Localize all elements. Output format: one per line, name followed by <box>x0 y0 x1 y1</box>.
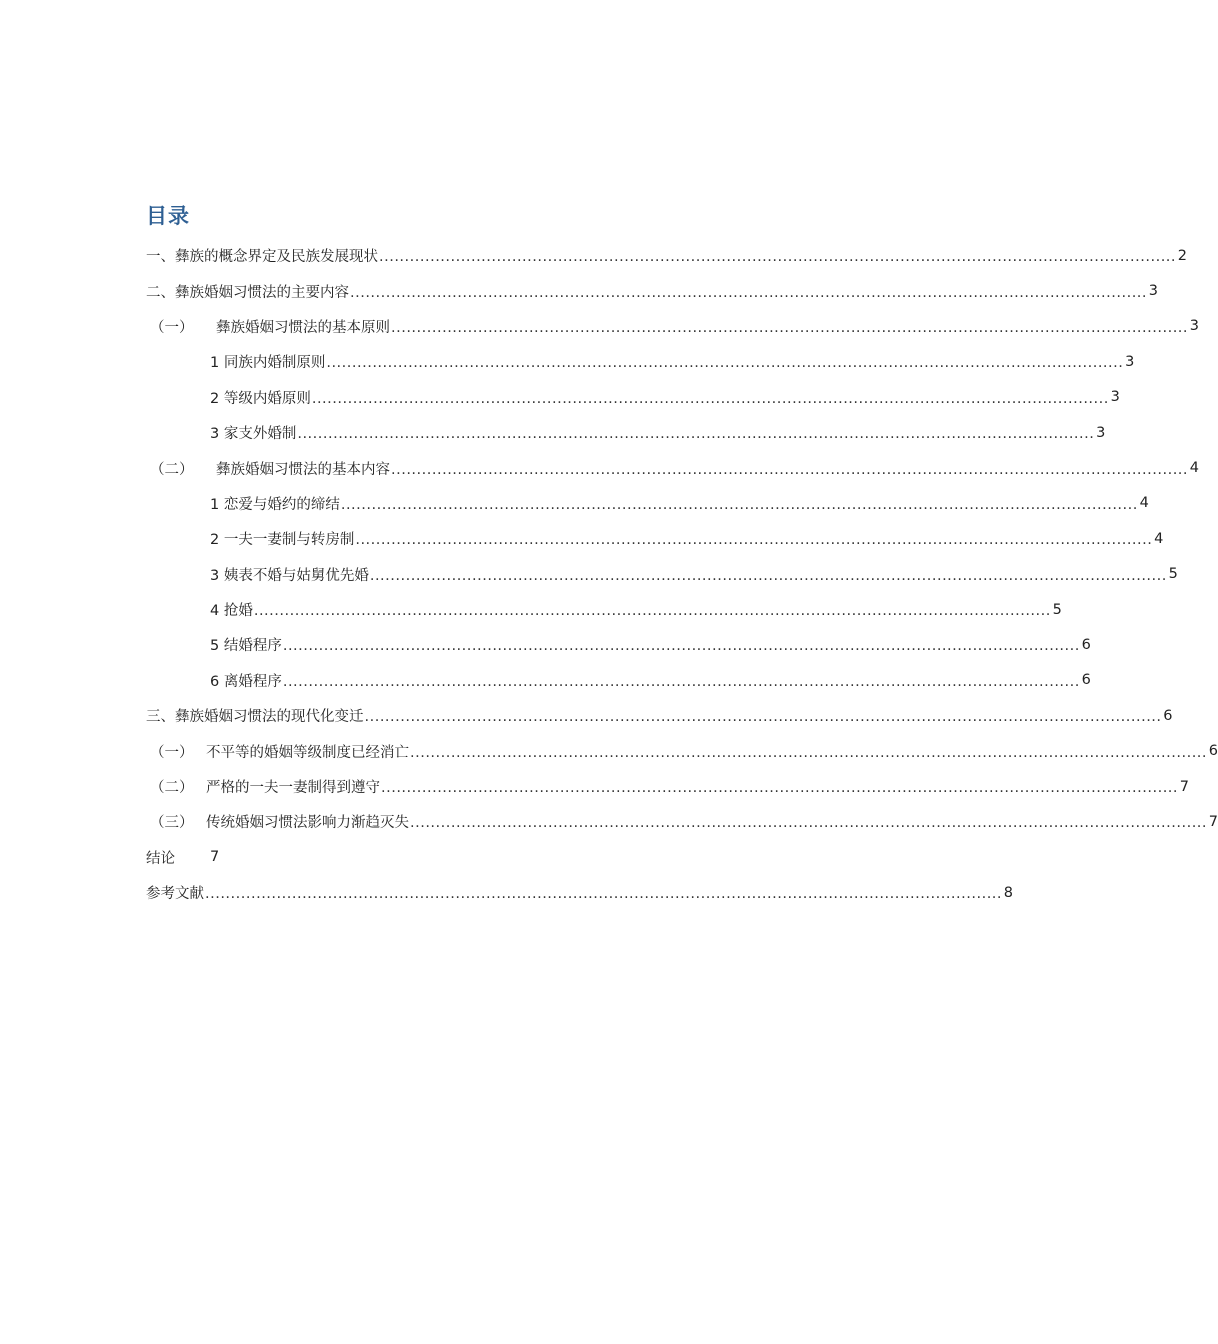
toc-entry-page: 7 <box>1179 778 1190 795</box>
toc-entry-page: 7 <box>1208 813 1218 830</box>
toc-entry-label: 严格的一夫一妻制得到遵守 <box>206 780 380 797</box>
toc-entry-label: 彝族婚姻习惯法的基本原则 <box>216 319 390 336</box>
toc-entry[interactable] <box>146 450 1200 485</box>
toc-entry-label: 3 家支外婚制 <box>210 426 297 443</box>
leader-dots: ............................................................................................................................................................ <box>391 319 1189 336</box>
toc-entry-page: 3 <box>1148 283 1159 300</box>
leader-dots: ............................................................................................................................................................ <box>410 815 1208 832</box>
toc-entry-page: 7 <box>210 849 220 866</box>
toc-entry-prefix: （一） <box>150 319 194 336</box>
leader-dots: ............................................................................................................................................................ <box>253 603 1051 620</box>
leader-dots: ............................................................................................................................................................ <box>311 390 1109 407</box>
toc-entry-label: 1 同族内婚制原则 <box>210 355 326 372</box>
toc-entry-page: 4 <box>1154 530 1164 547</box>
toc-entry-page: 3 <box>1189 318 1200 335</box>
leader-dots: ............................................................................................................................................................ <box>282 638 1080 655</box>
toc-entry-page: 8 <box>1003 884 1014 901</box>
toc-entry[interactable] <box>146 273 1159 308</box>
toc-entry[interactable] <box>146 309 1200 344</box>
toc-entry-prefix: （一） <box>150 744 194 761</box>
toc-entry-label: 6 离婚程序 <box>210 673 282 690</box>
leader-dots: ............................................................................................................................................................ <box>391 461 1189 478</box>
toc-entry[interactable] <box>146 486 1149 521</box>
toc-entry-prefix: （二） <box>150 780 194 797</box>
toc-entry-prefix: （三） <box>150 815 194 832</box>
toc-entry-label: 一、彝族的概念界定及民族发展现状 <box>146 249 378 266</box>
toc-entry-label: 结论 <box>146 850 175 867</box>
toc-entry[interactable] <box>146 380 1120 415</box>
leader-dots: ............................................................................................................................................................ <box>340 496 1138 513</box>
toc-entry-page: 3 <box>1125 353 1135 370</box>
toc-entry[interactable] <box>146 592 1062 627</box>
toc-entry-label: 5 结婚程序 <box>210 638 282 655</box>
toc-entry-page: 5 <box>1168 566 1178 583</box>
leader-dots: ............................................................................................................................................................ <box>282 673 1080 690</box>
leader-dots: ............................................................................................................................................................ <box>410 744 1208 761</box>
toc-entry-page: 6 <box>1081 672 1091 689</box>
toc-entry-page: 4 <box>1139 495 1149 512</box>
toc-entry-prefix: （二） <box>150 461 194 478</box>
leader-dots: ............................................................................................................................................................ <box>297 426 1095 443</box>
toc-entry[interactable] <box>146 698 1173 733</box>
toc-entry-label: 二、彝族婚姻习惯法的主要内容 <box>146 284 349 301</box>
toc-entry-page: 5 <box>1052 601 1062 618</box>
toc-entry[interactable] <box>146 769 1190 804</box>
leader-dots: ............................................................................................................................................................ <box>379 249 1177 266</box>
toc-entry[interactable] <box>146 627 1091 662</box>
toc-entry[interactable] <box>146 875 1014 910</box>
leader-dots: ............................................................................................................................................................ <box>350 284 1148 301</box>
toc-entry-label: 三、彝族婚姻习惯法的现代化变迁 <box>146 709 364 726</box>
toc-entry-label: 彝族婚姻习惯法的基本内容 <box>216 461 390 478</box>
toc-entry[interactable] <box>146 344 1135 379</box>
leader-dots: ............................................................................................................................................................ <box>326 355 1124 372</box>
toc-entry[interactable] <box>146 521 1164 556</box>
toc-title: 目录 <box>146 204 190 228</box>
toc-entry[interactable] <box>146 238 1188 273</box>
toc-entry-label: 2 一夫一妻制与转房制 <box>210 532 355 549</box>
toc-entry[interactable] <box>146 840 810 875</box>
toc-entry[interactable] <box>146 663 1091 698</box>
leader-dots: ............................................................................................................................................................ <box>369 567 1167 584</box>
toc-entry-page: 4 <box>1189 460 1200 477</box>
leader-dots: ............................................................................................................................................................ <box>355 532 1153 549</box>
toc-entry[interactable] <box>146 557 1178 592</box>
toc-entry-page: 2 <box>1177 247 1188 264</box>
table-of-contents <box>146 238 1218 910</box>
toc-entry-page: 6 <box>1163 707 1173 724</box>
leader-dots: ............................................................................................................................................................ <box>381 780 1179 797</box>
toc-entry-label: 传统婚姻习惯法影响力渐趋灭失 <box>206 815 409 832</box>
toc-entry[interactable] <box>146 733 1218 768</box>
toc-entry-page: 6 <box>1208 743 1218 760</box>
toc-entry-label: 2 等级内婚原则 <box>210 390 311 407</box>
toc-entry-page: 6 <box>1081 636 1091 653</box>
toc-entry-label: 不平等的婚姻等级制度已经消亡 <box>206 744 409 761</box>
toc-entry[interactable] <box>146 415 1106 450</box>
toc-entry-label: 参考文献 <box>146 886 204 903</box>
toc-entry[interactable] <box>146 804 1218 839</box>
toc-entry-label: 3 姨表不婚与姑舅优先婚 <box>210 567 369 584</box>
leader-dots: ............................................................................................................................................................ <box>205 886 1003 903</box>
leader-dots: ............................................................................................................................................................ <box>364 709 1162 726</box>
toc-entry-label: 1 恋爱与婚约的缔结 <box>210 496 340 513</box>
toc-entry-page: 3 <box>1096 424 1106 441</box>
toc-entry-label: 4 抢婚 <box>210 603 253 620</box>
toc-entry-page: 3 <box>1110 389 1120 406</box>
